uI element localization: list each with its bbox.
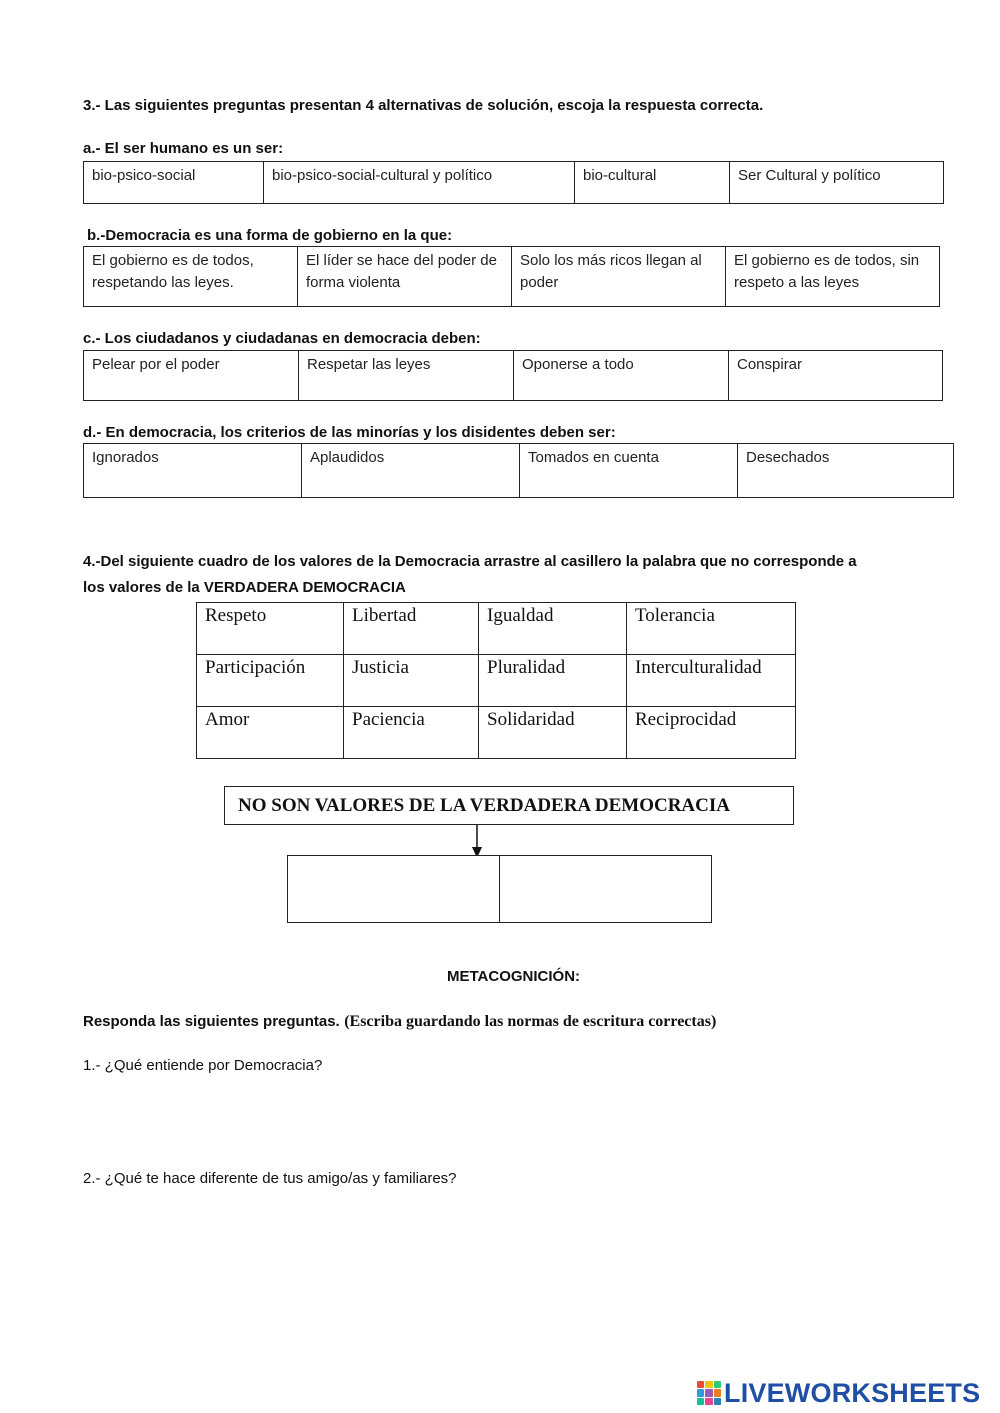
option-d-1[interactable]: Ignorados bbox=[84, 444, 302, 498]
value-word[interactable]: Participación bbox=[197, 655, 344, 707]
question-a-prompt: a.- El ser humano es un ser: bbox=[83, 140, 284, 157]
section3-heading: 3.- Las siguientes preguntas presentan 4 alternativas de solución, escoja la respuesta correcta. bbox=[83, 97, 764, 114]
value-word[interactable]: Reciprocidad bbox=[627, 707, 796, 759]
value-word[interactable]: Libertad bbox=[344, 603, 479, 655]
section4-heading-line1: 4.-Del siguiente cuadro de los valores de la Democracia arrastre al casillero la palabra que no corresponde a bbox=[83, 553, 857, 570]
instruction-bold-text: Responda las siguientes preguntas. bbox=[83, 1013, 340, 1030]
value-word[interactable]: Igualdad bbox=[479, 603, 627, 655]
option-a-4[interactable]: Ser Cultural y político bbox=[730, 162, 944, 204]
non-values-label: NO SON VALORES DE LA VERDADERA DEMOCRACIA bbox=[224, 786, 794, 825]
value-word[interactable]: Paciencia bbox=[344, 707, 479, 759]
down-arrow-icon bbox=[470, 825, 484, 859]
option-d-4[interactable]: Desechados bbox=[738, 444, 954, 498]
question-1: 1.- ¿Qué entiende por Democracia? bbox=[83, 1057, 323, 1074]
logo-text: LIVEWORKSHEETS bbox=[724, 1377, 981, 1408]
value-word[interactable]: Solidaridad bbox=[479, 707, 627, 759]
option-c-3[interactable]: Oponerse a todo bbox=[514, 351, 729, 401]
value-word[interactable]: Justicia bbox=[344, 655, 479, 707]
option-d-3[interactable]: Tomados en cuenta bbox=[520, 444, 738, 498]
option-a-3[interactable]: bio-cultural bbox=[575, 162, 730, 204]
question-c-prompt: c.- Los ciudadanos y ciudadanas en democracia deben: bbox=[83, 330, 481, 347]
values-table bbox=[196, 602, 796, 759]
option-c-2[interactable]: Respetar las leyes bbox=[299, 351, 514, 401]
option-b-1[interactable]: El gobierno es de todos, respetando las leyes. bbox=[84, 247, 298, 307]
value-word[interactable]: Pluralidad bbox=[479, 655, 627, 707]
value-word[interactable]: Interculturalidad bbox=[627, 655, 796, 707]
metacognition-instruction bbox=[83, 1013, 716, 1031]
option-c-1[interactable]: Pelear por el poder bbox=[84, 351, 299, 401]
option-b-4[interactable]: El gobierno es de todos, sin respeto a las leyes bbox=[726, 247, 940, 307]
metacognition-title: METACOGNICIÓN: bbox=[447, 968, 581, 985]
value-word[interactable]: Amor bbox=[197, 707, 344, 759]
question-c-options bbox=[83, 350, 943, 401]
instruction-serif-text: (Escriba guardando las normas de escritura correctas) bbox=[344, 1013, 717, 1030]
question-b-prompt: b.-Democracia es una forma de gobierno en la que: bbox=[87, 227, 453, 244]
drop-box-2[interactable] bbox=[499, 855, 712, 923]
section4-heading-line2: los valores de la VERDADERA DEMOCRACIA bbox=[83, 579, 406, 596]
option-a-1[interactable]: bio-psico-social bbox=[84, 162, 264, 204]
option-d-2[interactable]: Aplaudidos bbox=[302, 444, 520, 498]
option-a-2[interactable]: bio-psico-social-cultural y político bbox=[264, 162, 575, 204]
question-d-options bbox=[83, 443, 954, 498]
question-a-options bbox=[83, 161, 944, 204]
option-b-3[interactable]: Solo los más ricos llegan al poder bbox=[512, 247, 726, 307]
liveworksheets-logo bbox=[697, 1376, 980, 1410]
option-b-2[interactable]: El líder se hace del poder de forma violenta bbox=[298, 247, 512, 307]
value-word[interactable]: Tolerancia bbox=[627, 603, 796, 655]
logo-grid-icon bbox=[697, 1381, 721, 1405]
value-word[interactable]: Respeto bbox=[197, 603, 344, 655]
drop-box-1[interactable] bbox=[287, 855, 500, 923]
question-b-options bbox=[83, 246, 940, 307]
option-c-4[interactable]: Conspirar bbox=[729, 351, 943, 401]
question-2: 2.- ¿Qué te hace diferente de tus amigo/as y familiares? bbox=[83, 1170, 457, 1187]
question-d-prompt: d.- En democracia, los criterios de las minorías y los disidentes deben ser: bbox=[83, 424, 616, 441]
